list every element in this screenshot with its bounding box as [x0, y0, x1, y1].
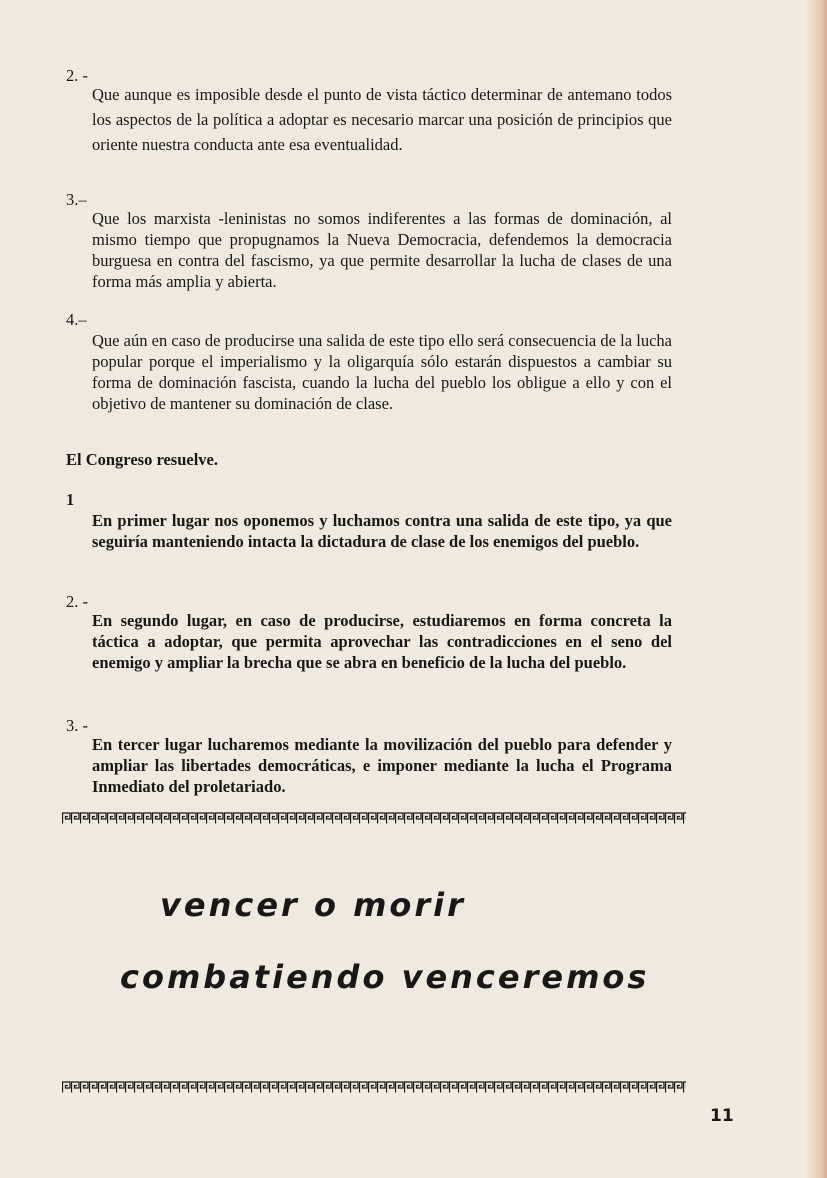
page-edge [805, 0, 827, 1178]
slogan-combatiendo-venceremos: combatiendo venceremos [120, 958, 650, 996]
paragraph-b1: En primer lugar nos oponemos y luchamos contra una salida de este tipo, ya que seguiría manteniendo intacta la dictadura de clase de los enemigos del pueblo. [92, 511, 672, 551]
item-number-b1: 1 [66, 490, 75, 509]
item-number-a2: 2. - [66, 66, 88, 85]
paragraph-a4: Que aún en caso de producirse una salida de este tipo ello será consecuencia de la lucha popular porque el imperialismo y la oligarquía sólo estarán dispuestos a cambiar su forma de dominación fascista, cuando la lucha del pueblo los obligue a ello y con el objetivo de mantener su dominación de clase. [92, 331, 672, 413]
paragraph-a3: Que los marxista -leninistas no somos indiferentes a las formas de dominación, al mismo tiempo que propugnamos la Nueva Democracia, defendemos la democracia burguesa en contra del fascismo, ya que permite desarrollar la lucha de clases de una forma más amplia y abierta. [92, 209, 672, 291]
page-number: 11 [710, 1106, 734, 1126]
paragraph-a2: Que aunque es imposible desde el punto de vista táctico determinar de antemano todos los aspectos de la política a adoptar es necesario marcar una posición de principios que oriente nuestra conducta ante esa eventualidad. [92, 85, 672, 154]
greek-key-border-top [62, 812, 686, 824]
slogan-vencer-o-morir: vencer o morir [160, 886, 466, 924]
greek-key-border-bottom [62, 1081, 686, 1093]
item-number-a3: 3.– [66, 190, 87, 209]
item-number-a4: 4.– [66, 310, 87, 329]
paragraph-b3: En tercer lugar lucharemos mediante la movilización del pueblo para defender y ampliar las libertades democráticas, e imponer mediante la lucha el Programa Inmediato del proletariado. [92, 735, 672, 796]
item-number-b2: 2. - [66, 592, 88, 611]
paragraph-b2: En segundo lugar, en caso de producirse, estudiaremos en forma concreta la táctica a adoptar, que permita aprovechar las contradicciones en el seno del enemigo y ampliar la brecha que se abra en beneficio de la lucha del pueblo. [92, 611, 672, 672]
item-number-b3: 3. - [66, 716, 88, 735]
resolution-heading: El Congreso resuelve. [66, 450, 219, 469]
